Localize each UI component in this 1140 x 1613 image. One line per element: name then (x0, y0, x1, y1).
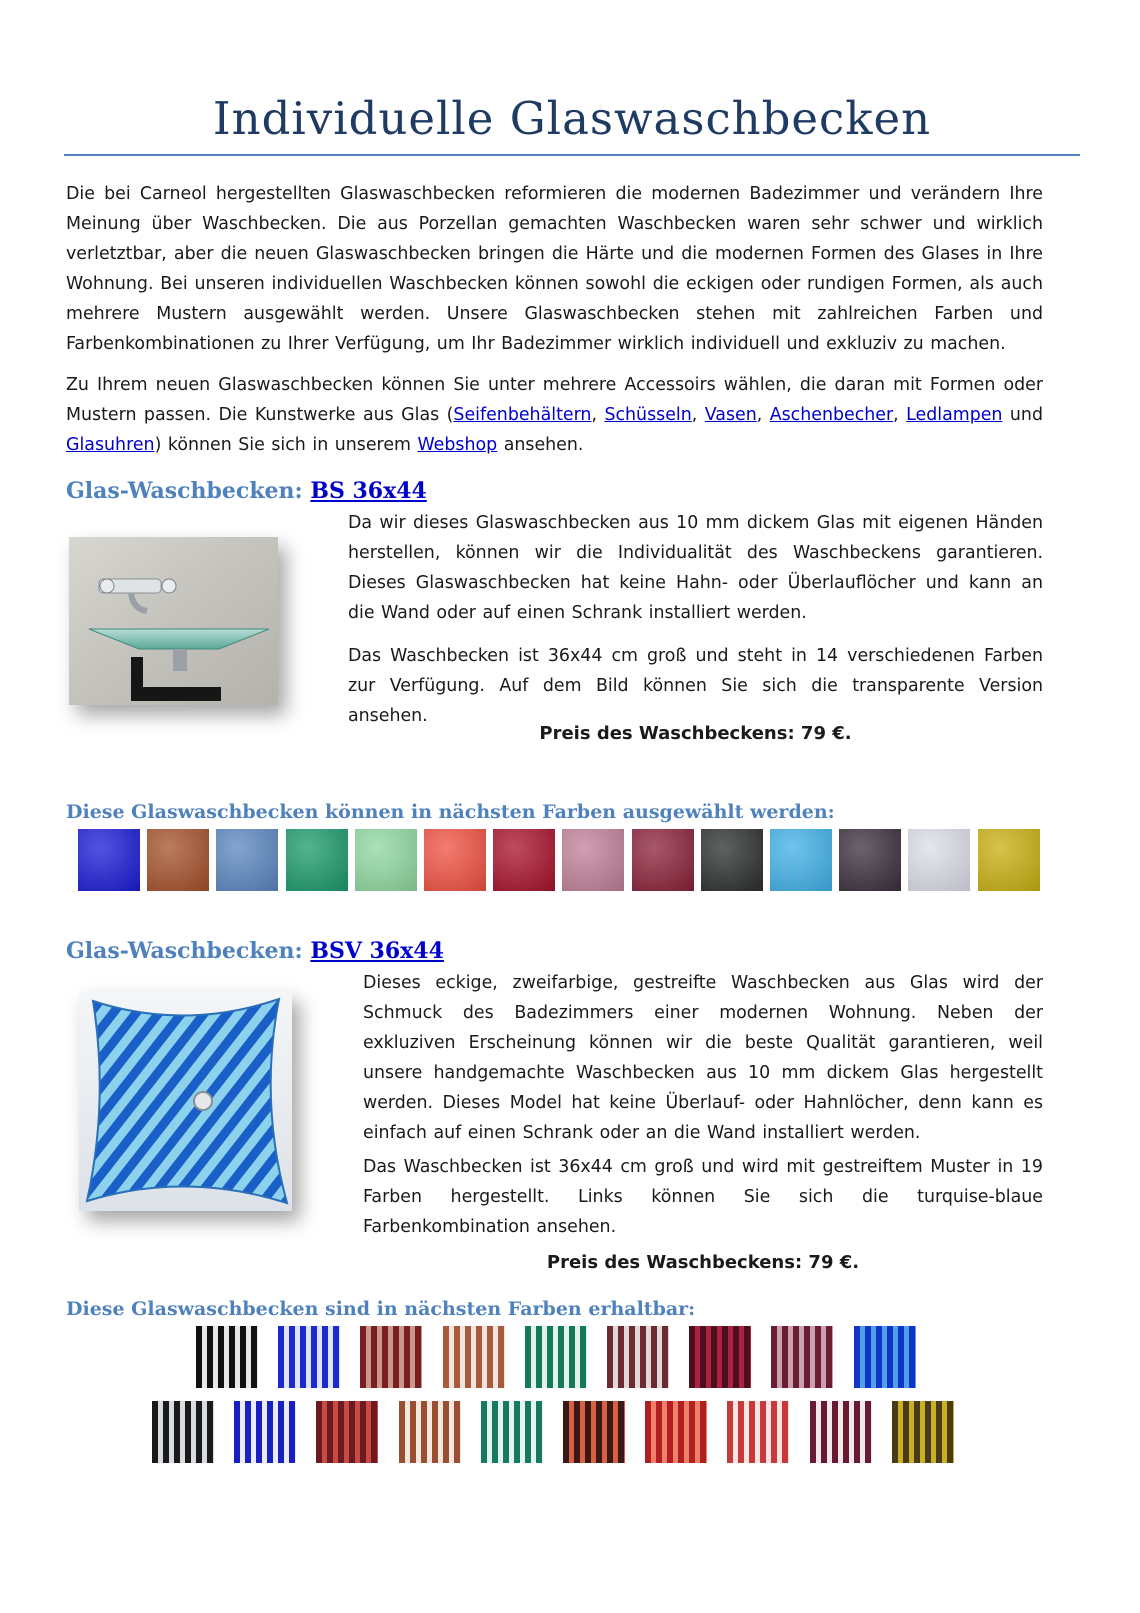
product-description-bs-1: Da wir dieses Glaswaschbecken aus 10 mm dickem Glas mit eigenen Händen herstellen, können wir die Individualität des Waschbeckens garantieren. Dieses Glaswaschbecken hat keine Hahn- oder Überlauflöcher und kann an die Wand oder auf einen Schrank installiert werden. (348, 513, 1043, 623)
color-swatch (701, 829, 763, 891)
stripe-swatch (481, 1401, 543, 1463)
separator: , (591, 405, 605, 425)
stripe-swatch (854, 1326, 916, 1388)
color-swatch (286, 829, 348, 891)
stripe-swatch (443, 1326, 505, 1388)
stripe-swatch (727, 1401, 789, 1463)
product-heading-bs (66, 478, 427, 504)
color-swatch (355, 829, 417, 891)
color-swatch (424, 829, 486, 891)
stripe-swatch (152, 1401, 214, 1463)
product-image-bsv-36x44 (79, 991, 292, 1211)
link-webshop[interactable]: Webshop (417, 435, 498, 455)
product-description-bsv-2: Das Waschbecken ist 36x44 cm groß und wird mit gestreiftem Muster in 19 Farben hergestellt. Links können Sie sich die turquise-blaue Farbenkombination ansehen. (363, 1157, 1043, 1237)
product-link-bsv-36x44[interactable]: BSV 36x44 (310, 938, 444, 964)
separator: , (756, 405, 770, 425)
color-swatch (978, 829, 1040, 891)
stripe-swatch (892, 1401, 954, 1463)
link-aschenbecher[interactable]: Aschenbecher (769, 405, 894, 425)
accessories-text-end: ansehen. (497, 435, 584, 455)
stripe-swatch (316, 1401, 378, 1463)
accessories-text-start: Zu Ihrem neuen Glaswaschbecken können Sie unter mehrere Accessoirs wählen, die daran mit Formen oder Mustern passen. Die Kunstwerke aus Glas ( (66, 375, 1043, 425)
accessories-paragraph (66, 370, 1043, 460)
color-swatch (839, 829, 901, 891)
stripe-swatch (607, 1326, 669, 1388)
separator: , (893, 405, 907, 425)
stripe-swatch (771, 1326, 833, 1388)
stripe-swatch (196, 1326, 258, 1388)
color-swatch (770, 829, 832, 891)
product-price-bs: Preis des Waschbeckens: 79 €. (539, 723, 852, 744)
page-title: Individuelle Glaswaschbecken (212, 92, 932, 145)
intro-paragraph: Die bei Carneol hergestellten Glaswaschbecken reformieren die modernen Badezimmer und verändern Ihre Meinung über Waschbecken. Die aus Porzellan gemachten Waschbecken waren sehr schwer und wirklich verletztbar, aber die neuen Glaswaschbecken bringen die Härte und die modernen Formen des Glases in Ihre Wohnung. Bei unseren individuellen Waschbecken können sowohl die eckigen oder rundigen Formen, als auch mehrere Mustern ausgewählt werden. Unsere Glaswaschbecken stehen mit zahlreichen Farben und Farbenkombinationen zu Ihrer Verfügung, um Ihr Badezimmer wirklich individuell und exkluziv zu machen. (66, 184, 1043, 354)
link-schuesseln[interactable]: Schüsseln (604, 405, 692, 425)
stripe-swatch (689, 1326, 751, 1388)
color-swatch (562, 829, 624, 891)
product-heading-prefix: Glas-Waschbecken: (66, 478, 311, 504)
color-swatch (908, 829, 970, 891)
color-swatch (493, 829, 555, 891)
accessories-text-mid: ) können Sie sich in unserem (154, 435, 418, 455)
link-glasuhren[interactable]: Glasuhren (66, 435, 155, 455)
colors-heading-bsv: Diese Glaswaschbecken sind in nächsten Farben erhaltbar: (66, 1298, 696, 1320)
color-swatch (78, 829, 140, 891)
stripe-swatch (360, 1326, 422, 1388)
stripe-swatch (234, 1401, 296, 1463)
stripe-swatch (645, 1401, 707, 1463)
link-ledlampen[interactable]: Ledlampen (906, 405, 1003, 425)
stripe-swatch (810, 1401, 872, 1463)
title-underline (64, 154, 1080, 156)
product-image-bs-36x44 (69, 537, 278, 705)
clear-glass-sink-illustration (69, 537, 278, 705)
link-seifenbehaeltern[interactable]: Seifenbehältern (453, 405, 592, 425)
product-price-bsv: Preis des Waschbeckens: 79 €. (546, 1252, 860, 1273)
product-description-bs-2: Das Waschbecken ist 36x44 cm groß und steht in 14 verschiedenen Farben zur Verfügung. Auf dem Bild können Sie sich die transparente Version ansehen. (348, 646, 1043, 726)
striped-glass-sink-illustration (79, 991, 292, 1211)
product-heading-bsv (66, 938, 444, 964)
product-heading-prefix: Glas-Waschbecken: (66, 938, 311, 964)
stripe-swatch (525, 1326, 587, 1388)
product-description-bsv-1: Dieses eckige, zweifarbige, gestreifte Waschbecken aus Glas wird der Schmuck des Badezimmers einer modernen Wohnung. Neben der exkluziven Erscheinung können wir die beste Qualität garantieren, weil unsere handgemachte Waschbecken aus 10 mm dickem Glas hergestellt werden. Dieses Model hat keine Überlauf- oder Hahnlöcher, denn kann es einfach auf einen Schrank oder an die Wand installiert werden. (363, 973, 1043, 1143)
color-swatch (147, 829, 209, 891)
stripe-swatch (278, 1326, 340, 1388)
color-swatch (216, 829, 278, 891)
link-vasen[interactable]: Vasen (704, 405, 757, 425)
separator: , (691, 405, 705, 425)
conjunction: und (1002, 405, 1043, 425)
colors-heading-bs: Diese Glaswaschbecken können in nächsten Farben ausgewählt werden: (66, 801, 835, 823)
stripe-swatch (563, 1401, 625, 1463)
product-link-bs-36x44[interactable]: BS 36x44 (310, 478, 427, 504)
stripe-swatch (399, 1401, 461, 1463)
color-swatch (632, 829, 694, 891)
